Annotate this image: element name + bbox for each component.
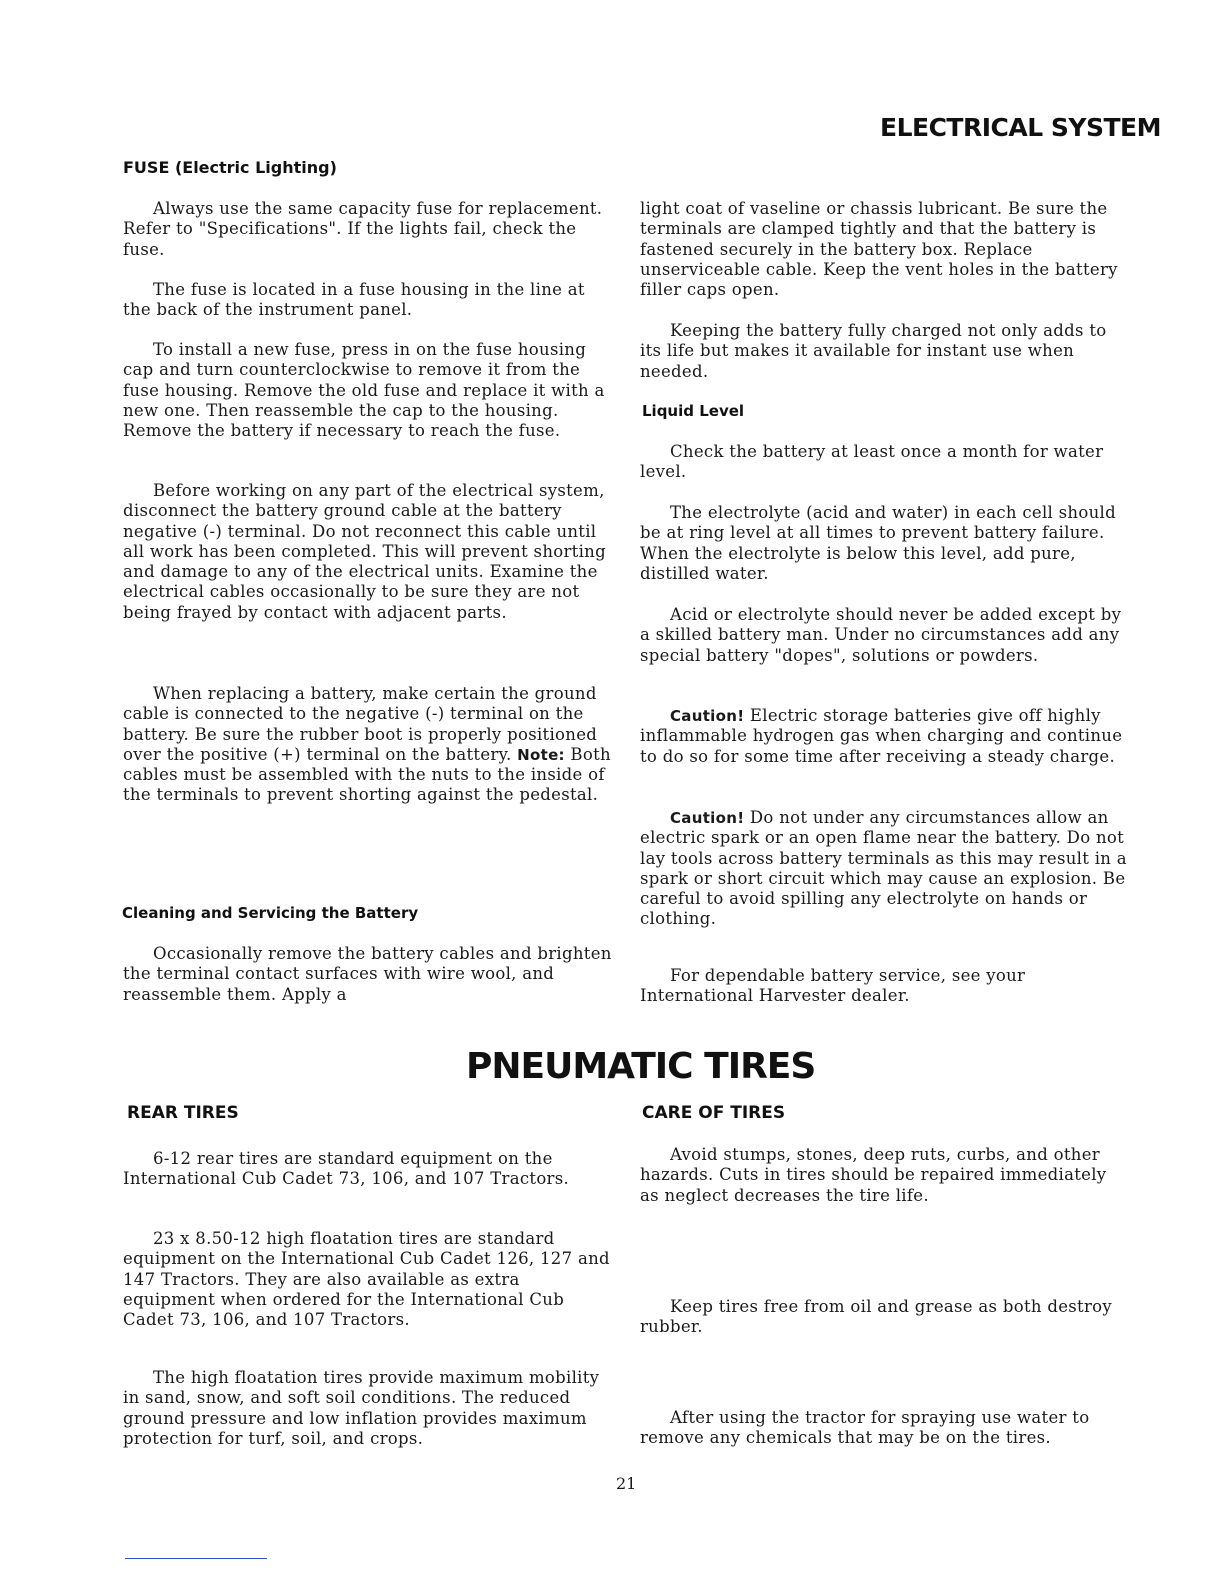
keep-charged-paragraph: Keeping the battery fully charged not only adds to its life but makes it available for instant use when needed. xyxy=(640,321,1107,381)
care-of-tires-heading: CARE OF TIRES xyxy=(642,1103,786,1123)
liquid-level-heading: Liquid Level xyxy=(642,402,745,420)
caution-text-2: Do not under any circumstances allow an electric spark or an open flame near the battery. Do not lay tools across battery terminals as this may result in a spark or short circuit which may cause an explosion. Be careful to avoid spilling any electrolyte on hands or clothing. xyxy=(640,808,1127,929)
caution-text-1: Electric storage batteries give off highly inflammable hydrogen gas when charging and continue to do so for some time after receiving a steady charge. xyxy=(640,706,1123,766)
care-paragraph-1: Avoid stumps, stones, deep ruts, curbs, and other hazards. Cuts in tires should be repaired immediately as neglect decreases the tire life. xyxy=(640,1145,1107,1205)
footer-rule xyxy=(125,1558,267,1559)
section-title: ELECTRICAL SYSTEM xyxy=(880,113,1161,142)
fuse-heading: FUSE (Electric Lighting) xyxy=(123,158,337,177)
caution-paragraph-1 xyxy=(640,706,1130,767)
caution-label: Caution! xyxy=(670,707,745,725)
fuse-paragraph-3: To install a new fuse, press in on the fuse housing cap and turn counterclockwise to remove it from the fuse housing. Remove the old fuse and replace it with a new one. Then reassemble the cap to the housing. Remove the battery if necessary to reach the fuse. xyxy=(123,340,605,441)
electrolyte-paragraph: The electrolyte (acid and water) in each cell should be at ring level at all times to prevent battery failure. When the electrolyte is below this level, add pure, distilled water. xyxy=(640,503,1116,583)
check-level-paragraph: Check the battery at least once a month for water level. xyxy=(640,442,1104,482)
fuse-paragraph-2: The fuse is located in a fuse housing in the line at the back of the instrument panel. xyxy=(123,280,585,320)
fuse-p5-text-a: When replacing a battery, make certain the ground cable is connected to the negative (-) terminal on the battery. Be sure the rubber boot is properly positioned over the positive (+) terminal on the battery. xyxy=(123,684,598,764)
rear-tires-paragraph-2: 23 x 8.50-12 high floatation tires are standard equipment on the International Cub Cadet 126, 127 and 147 Tractors. They are also available as extra equipment when ordered for the International Cub Cadet 73, 106, and 107 Tractors. xyxy=(123,1229,610,1330)
rear-tires-heading: REAR TIRES xyxy=(127,1103,239,1123)
page-number: 21 xyxy=(616,1474,637,1493)
cleaning-heading: Cleaning and Servicing the Battery xyxy=(122,904,419,922)
care-paragraph-2: Keep tires free from oil and grease as both destroy rubber. xyxy=(640,1297,1113,1337)
fuse-p5-text-b: Both cables must be assembled with the nuts to the inside of the terminals to prevent shorting against the pedestal. xyxy=(123,744,611,805)
caution-label-2: Caution! xyxy=(670,809,745,827)
dealer-paragraph: For dependable battery service, see your International Harvester dealer. xyxy=(640,966,1026,1006)
cleaning-paragraph-1: Occasionally remove the battery cables and brighten the terminal contact surfaces with wire wool, and reassemble them. Apply a xyxy=(123,944,612,1004)
note-label: Note: xyxy=(517,745,565,764)
acid-paragraph: Acid or electrolyte should never be added except by a skilled battery man. Under no circumstances add any special battery "dopes", solutions or powders. xyxy=(640,605,1122,665)
fuse-paragraph-5 xyxy=(123,684,613,806)
fuse-paragraph-1: Always use the same capacity fuse for replacement. Refer to "Specifications". If the lights fail, check the fuse. xyxy=(123,199,603,259)
fuse-paragraph-4: Before working on any part of the electrical system, disconnect the battery ground cable at the battery negative (-) terminal. Do not reconnect this cable until all work has been completed. This will prevent shorting and damage to any of the electrical units. Examine the electrical cables occasionally to be sure they are not being frayed by contact with adjacent parts. xyxy=(123,481,606,622)
rear-tires-paragraph-3: The high floatation tires provide maximum mobility in sand, snow, and soft soil conditions. The reduced ground pressure and low inflation provides maximum protection for turf, soil, and crops. xyxy=(123,1368,600,1448)
caution-paragraph-2 xyxy=(640,808,1130,930)
tires-title: PNEUMATIC TIRES xyxy=(466,1046,816,1087)
rear-tires-paragraph-1: 6-12 rear tires are standard equipment on the International Cub Cadet 73, 106, and 107 Tractors. xyxy=(123,1149,570,1189)
care-paragraph-3: After using the tractor for spraying use water to remove any chemicals that may be on the tires. xyxy=(640,1408,1090,1448)
cleaning-continued-paragraph: light coat of vaseline or chassis lubricant. Be sure the terminals are clamped tightly and that the battery is fastened securely in the battery box. Replace unserviceable cable. Keep the vent holes in the battery filler caps open. xyxy=(640,199,1118,300)
